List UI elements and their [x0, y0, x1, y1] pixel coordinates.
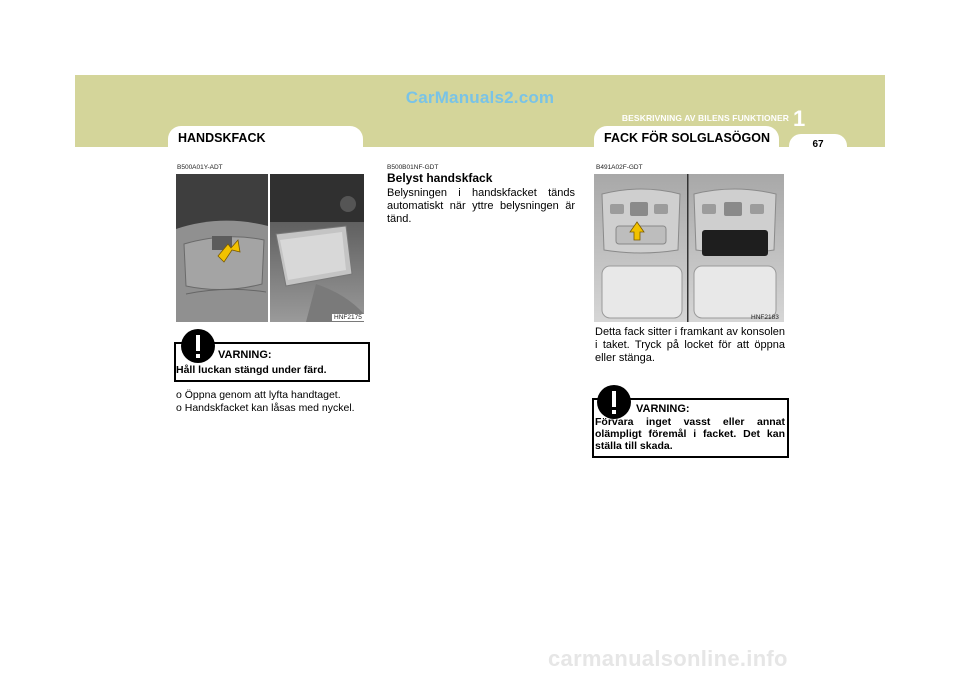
image-code: B491A02F-GDT: [596, 164, 643, 171]
photo-label: HNF2175: [334, 314, 362, 321]
chapter-number: 1: [793, 106, 806, 131]
warning-exclamation-icon: [596, 384, 632, 420]
body-text: Belysningen i handskfacket tänds automatiskt när yttre belysningen är tänd.: [387, 187, 575, 225]
sub-heading: Belyst handskfack: [387, 171, 493, 185]
site-watermark[interactable]: CarManuals2.com: [405, 88, 555, 107]
image-code: B500A01Y-ADT: [177, 164, 223, 171]
glovebox-photo: [176, 174, 364, 322]
sunglass-holder-photo: [594, 174, 784, 322]
chapter-title: BESKRIVNING AV BILENS FUNKTIONER: [621, 113, 789, 123]
warning-text: Håll luckan stängd under färd.: [176, 364, 327, 376]
photo-label: HNF2183: [751, 314, 779, 321]
section-code: B500B01NF-GDT: [387, 164, 439, 171]
section-title-solglasogon: FACK FÖR SOLGLASÖGON: [594, 126, 779, 150]
section-title-handskfack: HANDSKFACK: [168, 126, 363, 150]
warning-title: VARNING:: [218, 349, 272, 361]
footer-watermark[interactable]: carmanualsonline.info: [548, 646, 788, 671]
warning-title: VARNING:: [636, 403, 690, 415]
page-number: 67: [789, 134, 847, 156]
warning-text: Förvara inget vasst eller annat olämpligt föremål i facket. Det kan ställa till skada.: [595, 416, 785, 452]
list-item: o Handskfacket kan låsas med nyckel.: [176, 402, 355, 414]
body-text: Detta fack sitter i framkant av konsolen i taket. Tryck på locket för att öppna eller stänga.: [595, 326, 785, 364]
instruction-list: [176, 389, 355, 415]
warning-exclamation-icon: [180, 328, 216, 364]
list-item: o Öppna genom att lyfta handtaget.: [176, 389, 341, 401]
